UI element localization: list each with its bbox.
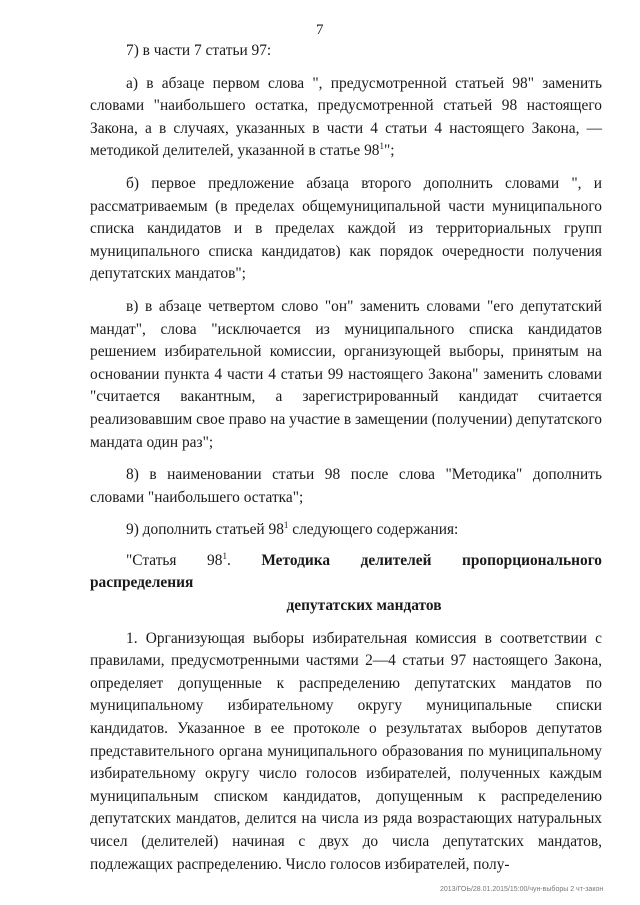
superscript-1: 1 (222, 550, 227, 561)
article-label: "Статья 98 (126, 551, 223, 569)
paragraph-item-7: 7) в части 7 статьи 97: (126, 42, 272, 59)
footer-file-path: 2013/ГОЬ/28.01.2015/15:00/чун-выборы 2 чт-закон (440, 886, 604, 893)
paragraph-item-9-end: следующего содержания: (288, 521, 459, 539)
paragraph-body-1: 1. Организующая выборы избирательная комиссия в соответствии с правилами, предусмотренными частями 2—4 статьи 97 настоящего Закона, определяет допущенные к распределению депутатских мандатов по муниципальному избирательному округу муниципальные списки кандидатов. Указанное в ее протоколе о результатах выборов депутатов представительного органа муниципального образования по муниципальному избирательному округу число голосов избирателей, полученных каждым муниципальным списком кандидатов, допущенным к распределению депутатских мандатов, делится на числа из ряда возрастающих натуральных чисел (делителей) начиная с двух до числа депутатских мандатов, подлежащих распределению. Число голосов избирателей, полу- (90, 629, 602, 873)
paragraph-item-7a-text: а) в абзаце первом слова ", предусмотренной статьей 98" заменить словами "наибольшего остатка, предусмотренной статьей 98 настоящего Закона, а в случаях, указанных в части 4 статьи 4 настоящего Закона, — методикой делителей, указанной в статье 98 (90, 74, 602, 160)
paragraph-item-7a (90, 73, 602, 163)
superscript-1: 1 (283, 520, 289, 531)
article-heading (90, 550, 602, 595)
paragraph-item-7c: в) в абзаце четвертом слово "он" заменить словами "его депутатский мандат", слова "исключается из муниципального списка кандидатов решением избирательной комиссии, организующей выборы, принятым на основании пункта 4 части 4 статьи 99 настоящего Закона" заменить словами "считается вакантным, а зарегистрированный кандидат считается реализовавшим свое право на участие в замещении (получении) депутатского мандата один раз"; (90, 297, 602, 451)
paragraph-item-9-text: 9) дополнить статьей 98 (126, 521, 284, 539)
page-number: 7 (316, 22, 324, 38)
paragraph-item-7b: б) первое предложение абзаца второго дополнить словами ", и рассматриваемым (в пределах общемуниципальной части муниципального списка кандидатов и в пределах каждой из территориальных групп муниципального списка кандидатов) как порядок очередности получения депутатских мандатов"; (90, 174, 602, 283)
article-title-line1: Методика делителей пропорционального распределения (90, 551, 602, 592)
superscript-1: 1 (379, 141, 385, 152)
paragraph-item-9 (90, 519, 602, 542)
article-label-dot: . (226, 551, 262, 569)
paragraph-item-7a-end: "; (384, 142, 395, 160)
document-body (90, 40, 602, 876)
article-title-line2: депутатских мандатов (286, 597, 442, 615)
paragraph-item-8: 8) в наименовании статьи 98 после слова "Методика" дополнить словами "наибольшего остатка"; (90, 466, 602, 506)
